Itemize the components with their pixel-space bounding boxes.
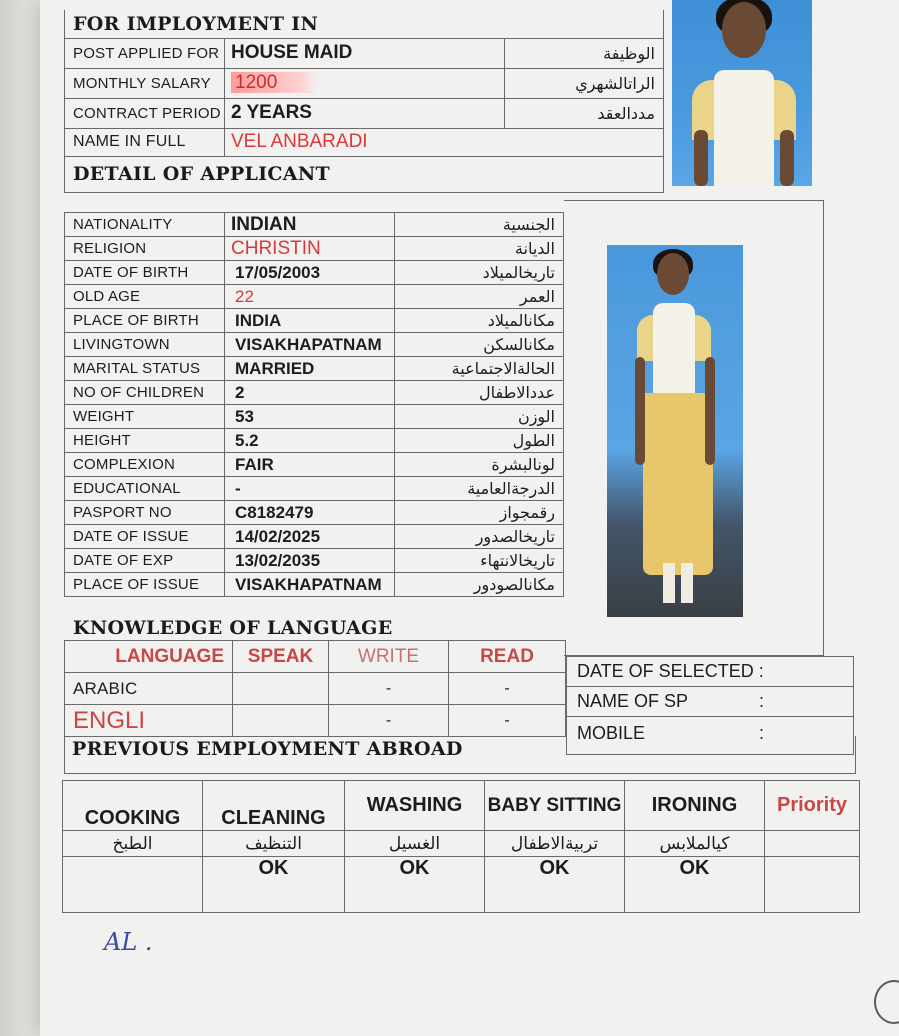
language-table bbox=[64, 640, 566, 737]
exp-date-label: DATE OF EXP bbox=[65, 549, 225, 573]
issue-date-arabic: تاريخالصدور bbox=[395, 525, 564, 549]
livingtown-label: LIVINGTOWN bbox=[65, 333, 225, 357]
children-label: NO OF CHILDREN bbox=[65, 381, 225, 405]
height-label: HEIGHT bbox=[65, 429, 225, 453]
age-label: OLD AGE bbox=[65, 285, 225, 309]
dob-value: 17/05/2003 bbox=[225, 261, 395, 285]
education-value: - bbox=[225, 477, 395, 501]
lang-arabic-read: - bbox=[449, 673, 566, 705]
religion-label: RELIGION bbox=[65, 237, 225, 261]
post-arabic: الوظيفة bbox=[505, 38, 664, 68]
education-arabic: الدرجةالعامية bbox=[395, 477, 564, 501]
mobile-label: MOBILE bbox=[577, 723, 646, 743]
nationality-label: NATIONALITY bbox=[65, 213, 225, 237]
lang-english-read: - bbox=[449, 705, 566, 737]
sp-colon: : bbox=[759, 691, 765, 711]
pob-label: PLACE OF BIRTH bbox=[65, 309, 225, 333]
pob-arabic: مكانالميلاد bbox=[395, 309, 564, 333]
children-value: 2 bbox=[225, 381, 395, 405]
skill-cleaning-arabic: التنظيف bbox=[203, 831, 345, 857]
employment-heading: FOR IMPLOYMENT IN bbox=[73, 12, 319, 35]
skills-table bbox=[62, 780, 860, 913]
lang-arabic-speak bbox=[233, 673, 329, 705]
education-label: EDUCATIONAL bbox=[65, 477, 225, 501]
height-arabic: الطول bbox=[395, 429, 564, 453]
issue-date-value: 14/02/2025 bbox=[225, 525, 395, 549]
skill-ironing-arabic: كيالملابس bbox=[625, 831, 765, 857]
children-arabic: عددالاطفال bbox=[395, 381, 564, 405]
applicant-photo-full-body bbox=[607, 245, 743, 617]
lang-header-write: WRITE bbox=[329, 641, 449, 673]
lang-arabic: ARABIC bbox=[65, 673, 233, 705]
applicant-table bbox=[64, 212, 564, 597]
lang-english-write: - bbox=[329, 705, 449, 737]
mobile-colon: : bbox=[759, 723, 765, 743]
lang-english: ENGLI bbox=[65, 705, 233, 737]
skill-cleaning-status: OK bbox=[203, 857, 345, 913]
skill-cooking-arabic: الطبخ bbox=[63, 831, 203, 857]
complexion-label: COMPLEXION bbox=[65, 453, 225, 477]
salary-label: MONTHLY SALARY bbox=[65, 68, 225, 98]
lang-header-language: LANGUAGE bbox=[65, 641, 233, 673]
employment-table bbox=[64, 10, 664, 193]
name-label: NAME IN FULL bbox=[65, 128, 225, 156]
marital-label: MARITAL STATUS bbox=[65, 357, 225, 381]
stamp-mark bbox=[874, 980, 899, 1024]
skill-baby-sitting-arabic: تربيةالاطفال bbox=[485, 831, 625, 857]
weight-label: WEIGHT bbox=[65, 405, 225, 429]
exp-date-value: 13/02/2035 bbox=[225, 549, 395, 573]
skill-cooking: COOKING bbox=[63, 781, 203, 831]
complexion-arabic: لونالبشرة bbox=[395, 453, 564, 477]
contract-value: 2 YEARS bbox=[225, 98, 505, 128]
contract-arabic: مددالعقد bbox=[505, 98, 664, 128]
dob-label: DATE OF BIRTH bbox=[65, 261, 225, 285]
applicant-heading: DETAIL OF APPLICANT bbox=[73, 163, 330, 185]
sp-name-row bbox=[567, 687, 854, 717]
passport-value: C8182479 bbox=[225, 501, 395, 525]
exp-date-arabic: تاريخالانتهاء bbox=[395, 549, 564, 573]
skill-washing-arabic: الغسيل bbox=[345, 831, 485, 857]
marital-arabic: الحالةالاجتماعية bbox=[395, 357, 564, 381]
salary-value-cell bbox=[225, 68, 505, 98]
dob-arabic: تاريخالميلاد bbox=[395, 261, 564, 285]
issue-place-arabic: مكانالصودور bbox=[395, 573, 564, 597]
skill-washing: WASHING bbox=[345, 781, 485, 831]
language-heading: KNOWLEDGE OF LANGUAGE bbox=[73, 617, 393, 639]
complexion-value: FAIR bbox=[225, 453, 395, 477]
date-selected-label: DATE OF SELECTED : bbox=[567, 657, 854, 687]
priority-label: Priority bbox=[765, 781, 860, 831]
skill-washing-status: OK bbox=[345, 857, 485, 913]
religion-arabic: الديانة bbox=[395, 237, 564, 261]
previous-heading: PREVIOUS EMPLOYMENT ABROAD bbox=[72, 738, 463, 760]
livingtown-value: VISAKHAPATNAM bbox=[225, 333, 395, 357]
skill-baby-sitting-status: OK bbox=[485, 857, 625, 913]
sp-name-label: NAME OF SP bbox=[577, 691, 689, 711]
contract-label: CONTRACT PERIOD bbox=[65, 98, 225, 128]
age-value: 22 bbox=[225, 285, 395, 309]
lang-header-read: READ bbox=[449, 641, 566, 673]
skill-cleaning: CLEANING bbox=[203, 781, 345, 831]
passport-arabic: رقمجواز bbox=[395, 501, 564, 525]
lang-arabic-write: - bbox=[329, 673, 449, 705]
salary-arabic: الراتالشهري bbox=[505, 68, 664, 98]
issue-date-label: DATE OF ISSUE bbox=[65, 525, 225, 549]
height-value: 5.2 bbox=[225, 429, 395, 453]
salary-value: 1200 bbox=[231, 72, 317, 93]
passport-label: PASPORT NO bbox=[65, 501, 225, 525]
skill-cooking-status bbox=[63, 857, 203, 913]
skill-ironing-status: OK bbox=[625, 857, 765, 913]
lang-english-speak bbox=[233, 705, 329, 737]
religion-value: CHRISTIN bbox=[225, 237, 395, 261]
skill-baby-sitting: BABY SITTING bbox=[485, 781, 625, 831]
livingtown-arabic: مكانالسكن bbox=[395, 333, 564, 357]
age-arabic: العمر bbox=[395, 285, 564, 309]
marital-value: MARRIED bbox=[225, 357, 395, 381]
nationality-arabic: الجنسية bbox=[395, 213, 564, 237]
post-label: POST APPLIED FOR bbox=[65, 38, 225, 68]
name-value: VEL ANBARADI bbox=[225, 128, 664, 156]
weight-arabic: الوزن bbox=[395, 405, 564, 429]
post-value: HOUSE MAID bbox=[225, 38, 505, 68]
issue-place-label: PLACE OF ISSUE bbox=[65, 573, 225, 597]
skill-ironing: IRONING bbox=[625, 781, 765, 831]
handwritten-note: AL . bbox=[104, 928, 153, 956]
applicant-photo-portrait bbox=[672, 0, 812, 186]
lang-header-speak: SPEAK bbox=[233, 641, 329, 673]
weight-value: 53 bbox=[225, 405, 395, 429]
previous-employment-row bbox=[64, 736, 856, 774]
pob-value: INDIA bbox=[225, 309, 395, 333]
nationality-value: INDIAN bbox=[225, 213, 395, 237]
issue-place-value: VISAKHAPATNAM bbox=[225, 573, 395, 597]
